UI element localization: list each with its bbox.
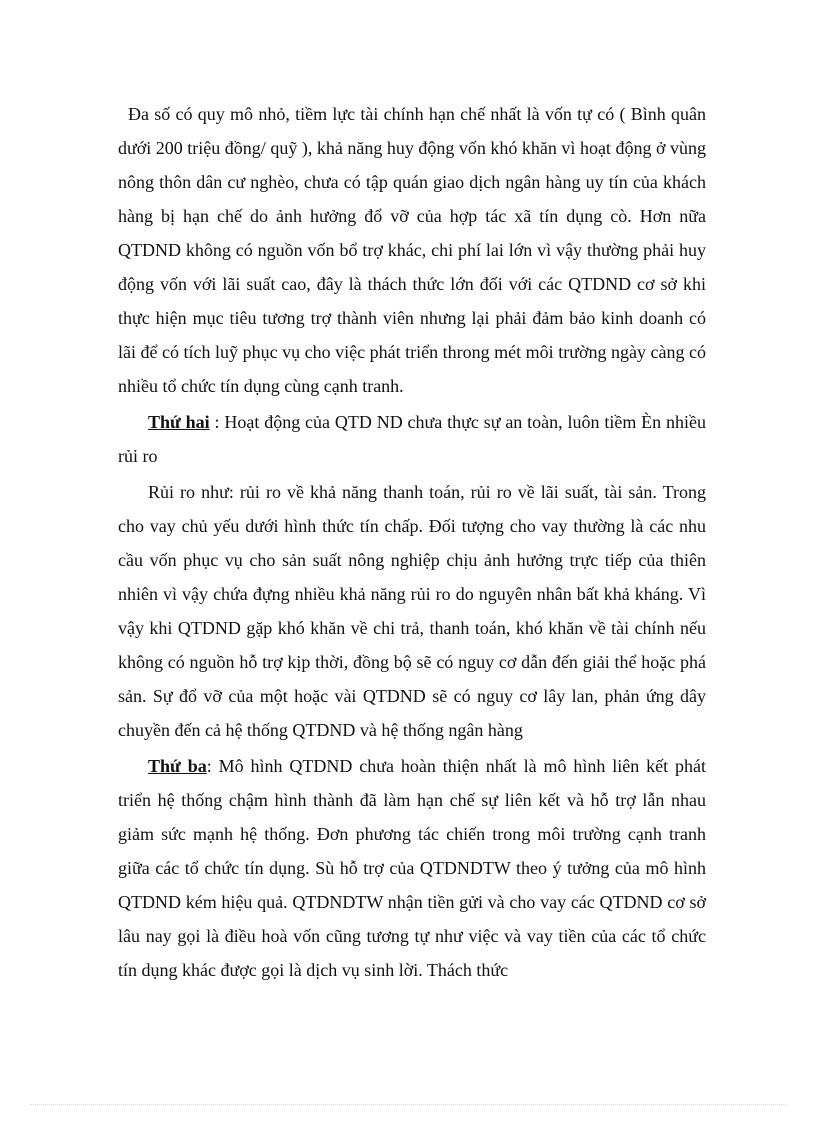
heading-text-second: : Hoạt động của QTD ND chưa thực sự an toàn, luôn tiềm Èn nhiều rủi ro — [118, 412, 706, 466]
heading-term-second: Thứ hai — [148, 412, 210, 432]
page-bottom-divider — [30, 1104, 786, 1105]
paragraph-third-model-heading — [118, 749, 706, 987]
paragraph-risk-details: Rủi ro như: rủi ro về khả năng thanh toán, rủi ro về lãi suất, tài sản. Trong cho vay chủ yếu dưới hình thức tín chấp. Đối tượng cho vay thường là các nhu cầu vốn phục vụ cho sản suất nông nghiệp chịu ảnh hưởng trực tiếp của thiên nhiên vì vậy chứa đựng nhiều khả năng rủi ro do nguyên nhân bất khả kháng. Vì vậy khi QTDND gặp khó khăn về chi trả, thanh toán, khó khăn về tài chính nếu không có nguồn hỗ trợ kịp thời, đồng bộ sẽ có nguy cơ dẫn đến giải thể hoặc phá sản. Sự đổ vỡ của một hoặc vài QTDND sẽ có nguy cơ lây lan, phản ứng dây chuyền đến cả hệ thống QTDND và hệ thống ngân hàng — [118, 482, 706, 740]
heading-term-third: Thứ ba — [148, 756, 207, 776]
paragraph-capital-constraints: Đa số có quy mô nhỏ, tiềm lực tài chính hạn chế nhất là vốn tự có ( Bình quân dưới 200 triệu đồng/ quỹ ), khả năng huy động vốn khó khăn vì hoạt động ở vùng nông thôn dân cư nghèo, chưa có tập quán giao dịch ngân hàng uy tín của khách hàng bị hạn chế do ảnh hưởng đổ vỡ của hợp tác xã tín dụng cò. Hơn nữa QTDND không có nguồn vốn bổ trợ khác, chi phí lai lớn vì vậy thường phải huy động vốn với lãi suất cao, đây là thách thức lớn đối với các QTDND cơ sở khi thực hiện mục tiêu tương trợ thành viên nhưng lại phải đảm bảo kinh doanh có lãi để có tích luỹ phục vụ cho việc phát triển throng mét môi trường ngày càng có nhiều tổ chức tín dụng cùng cạnh tranh. — [118, 104, 706, 396]
heading-text-third: : Mô hình QTDND chưa hoàn thiện nhất là mô hình liên kết phát triển hệ thống chậm hình thành đã làm hạn chế sự liên kết và hỗ trợ lẫn nhau giảm sức mạnh hệ thống. Đơn phương tác chiến trong môi trường cạnh tranh giữa các tổ chức tín dụng. Sù hỗ trợ của QTDNDTW theo ý tưởng của mô hình QTDND kém hiệu quả. QTDNDTW nhận tiền gửi và cho vay các QTDND cơ sở lâu nay gọi là điều hoà vốn cũng tương tự như việc và vay tiền của các tổ chức tín dụng khác được gọi là dịch vụ sinh lời. Thách thức — [118, 756, 706, 980]
paragraph-second-risk-heading — [118, 405, 706, 473]
